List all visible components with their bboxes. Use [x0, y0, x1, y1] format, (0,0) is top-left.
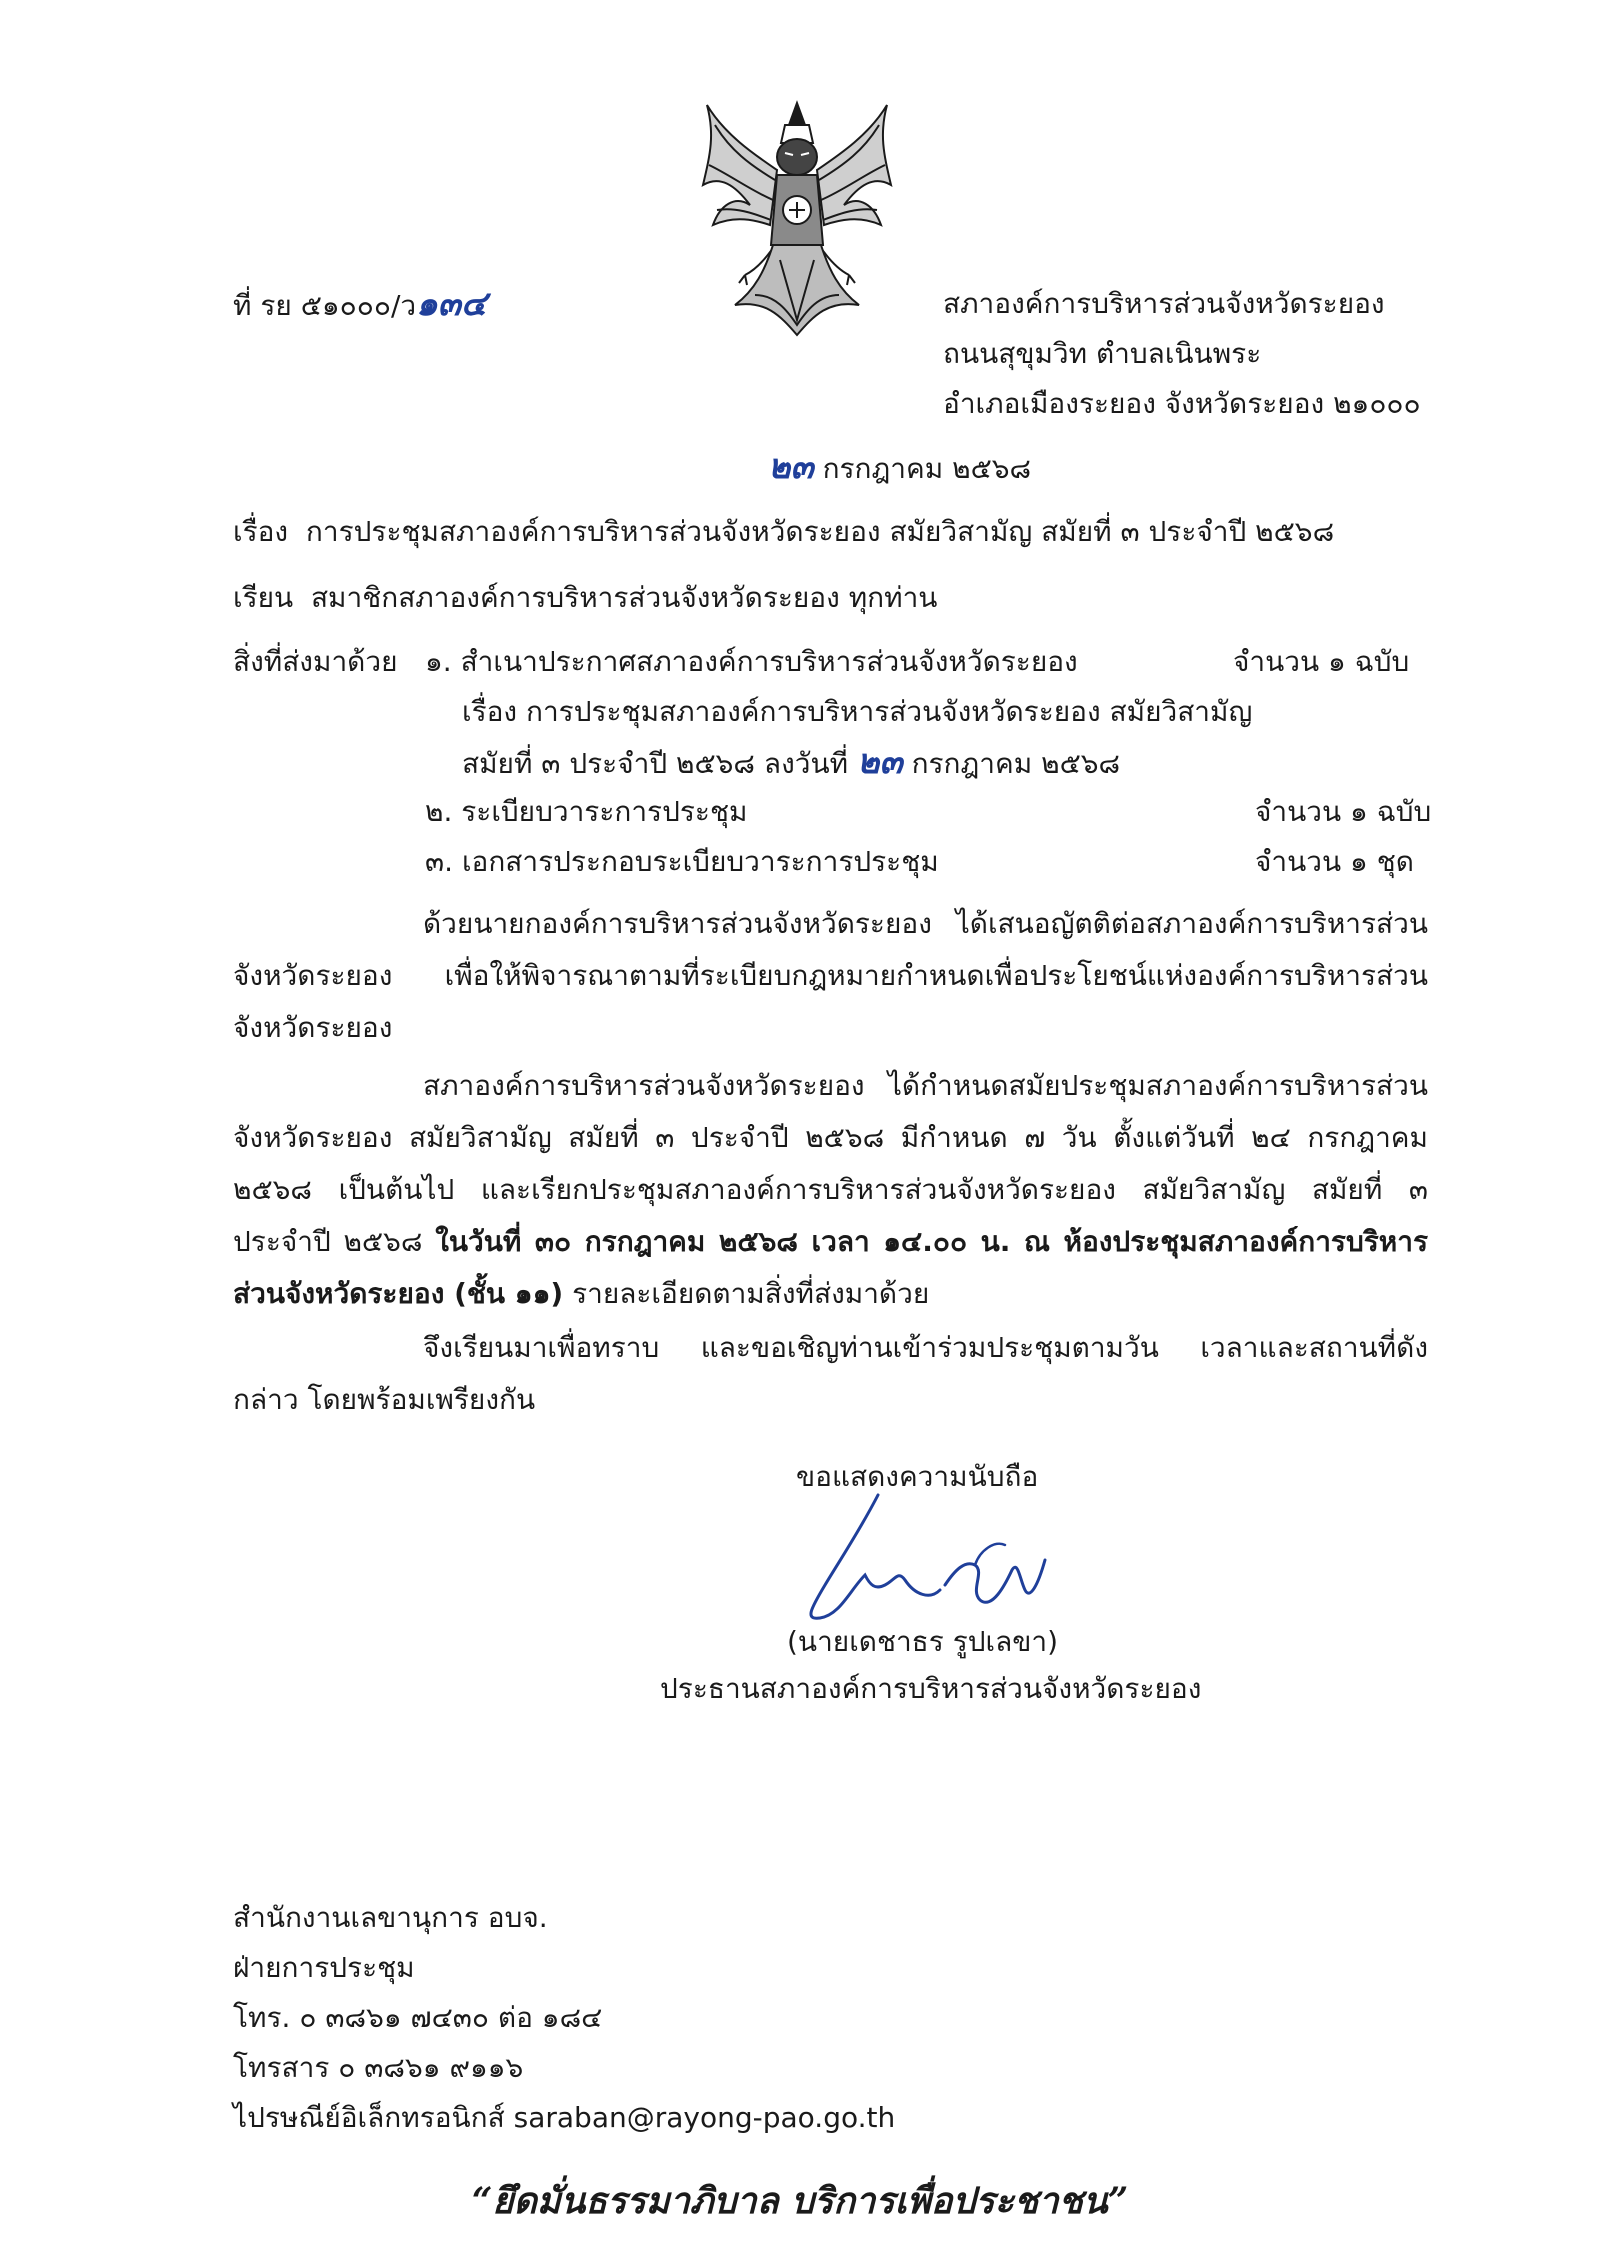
- sender-line-3: อำเภอเมืองระยอง จังหวัดระยอง ๒๑๐๐๐: [943, 387, 1421, 420]
- enclosure-2-qty: จำนวน ๑ ฉบับ: [1255, 795, 1432, 828]
- recipient-label: เรียน: [233, 581, 294, 614]
- body-paragraph-1: [233, 898, 1428, 1054]
- signature-icon: [780, 1490, 1060, 1640]
- date-month-year: กรกฎาคม ๒๕๖๘: [822, 452, 1032, 485]
- subject-label: เรื่อง: [233, 515, 289, 548]
- enclosure-1-line-3-after: กรกฎาคม ๒๕๖๘: [911, 747, 1121, 780]
- contact-office: สำนักงานเลขานุการ อบจ.: [233, 1901, 548, 1934]
- body-paragraph-2-bold: ในวันที่ ๓๐ กรกฎาคม ๒๕๖๘ เวลา ๑๔.๐๐ น. ณ ห้องประชุมสภาองค์การบริหารส่วนจังหวัดระยอง (ชั้น ๑๑): [233, 1225, 1428, 1310]
- letter-date: [768, 447, 1031, 489]
- date-handwritten-day: ๒๓: [768, 447, 814, 487]
- enclosure-1-line-1: ๑. สำเนาประกาศสภาองค์การบริหารส่วนจังหวัดระยอง: [425, 645, 1078, 678]
- contact-phone: โทร. ๐ ๓๘๖๑ ๗๔๓๐ ต่อ ๑๘๔: [233, 2001, 603, 2034]
- enclosure-1-qty: จำนวน ๑ ฉบับ: [1233, 645, 1410, 678]
- enclosure-1-line-3-before: สมัยที่ ๓ ประจำปี ๒๕๖๘ ลงวันที่: [462, 747, 849, 780]
- closing: ขอแสดงความนับถือ: [796, 1460, 1039, 1493]
- doc-number-prefix: ที่ รย ๕๑๐๐๐/ว: [233, 289, 417, 322]
- garuda-emblem-icon: [695, 95, 900, 345]
- contact-email: ไปรษณีย์อิเล็กทรอนิกส์ saraban@rayong-pao.go.th: [233, 2101, 896, 2134]
- signer-name: (นายเดชาธร รูปเลขา): [787, 1625, 1059, 1658]
- recipient: [233, 578, 937, 618]
- enclosure-1-line-2: เรื่อง การประชุมสภาองค์การบริหารส่วนจังหวัดระยอง สมัยวิสามัญ: [462, 695, 1253, 728]
- body-paragraph-1-text: ด้วยนายกองค์การบริหารส่วนจังหวัดระยอง ได้เสนอญัตติต่อสภาองค์การบริหารส่วนจังหวัดระยอง เพื่อให้พิจารณาตามที่ระเบียบกฎหมายกำหนดเพื่อประโยชน์แห่งองค์การบริหารส่วนจังหวัดระยอง: [233, 907, 1428, 1044]
- body-paragraph-3: [233, 1322, 1428, 1426]
- subject: [233, 512, 1334, 552]
- enclosures-label: สิ่งที่ส่งมาด้วย: [233, 645, 398, 678]
- body-paragraph-2-text: สภาองค์การบริหารส่วนจังหวัดระยอง ได้กำหนดสมัยประชุมสภาองค์การบริหารส่วนจังหวัดระยอง สมัยวิสามัญ สมัยที่ ๓ ประจำปี ๒๕๖๘ มีกำหนด ๗ วัน ตั้งแต่วันที่ ๒๔ กรกฎาคม ๒๕๖๘ เป็นต้นไป และเรียกประชุมสภาองค์การบริหารส่วนจังหวัดระยอง สมัยวิสามัญ สมัยที่ ๓ ประจำปี ๒๕๖๘: [233, 1069, 1428, 1258]
- enclosure-3-text: ๓. เอกสารประกอบระเบียบวาระการประชุม: [425, 845, 939, 878]
- body-paragraph-3-text: จึงเรียนมาเพื่อทราบ และขอเชิญท่านเข้าร่วมประชุมตามวัน เวลาและสถานที่ดังกล่าว โดยพร้อมเพรียงกัน: [233, 1331, 1428, 1416]
- enclosure-3-qty: จำนวน ๑ ชุด: [1255, 845, 1414, 878]
- enclosure-1-line-3: [462, 742, 1120, 784]
- recipient-text: สมาชิกสภาองค์การบริหารส่วนจังหวัดระยอง ทุกท่าน: [310, 581, 938, 614]
- sender-line-2: ถนนสุขุมวิท ตำบลเนินพระ: [943, 337, 1262, 370]
- contact-division: ฝ่ายการประชุม: [233, 1951, 415, 1984]
- sender-line-1: สภาองค์การบริหารส่วนจังหวัดระยอง: [943, 287, 1385, 320]
- doc-number-handwritten: ๑๓๔: [416, 284, 487, 324]
- doc-number: [233, 284, 487, 326]
- body-paragraph-2: [233, 1060, 1428, 1320]
- footer-motto: “ยึดมั่นธรรมาภิบาล บริการเพื่อประชาชน”: [471, 2180, 1129, 2222]
- body-paragraph-2-end: รายละเอียดตามสิ่งที่ส่งมาด้วย: [572, 1277, 930, 1310]
- contact-fax: โทรสาร ๐ ๓๘๖๑ ๙๑๑๖: [233, 2051, 524, 2084]
- subject-text: การประชุมสภาองค์การบริหารส่วนจังหวัดระยอง สมัยวิสามัญ สมัยที่ ๓ ประจำปี ๒๕๖๘: [305, 515, 1335, 548]
- signer-position: ประธานสภาองค์การบริหารส่วนจังหวัดระยอง: [660, 1672, 1202, 1705]
- enclosure-2-text: ๒. ระเบียบวาระการประชุม: [425, 795, 748, 828]
- enclosure-1-handwritten-day: ๒๓: [857, 742, 903, 782]
